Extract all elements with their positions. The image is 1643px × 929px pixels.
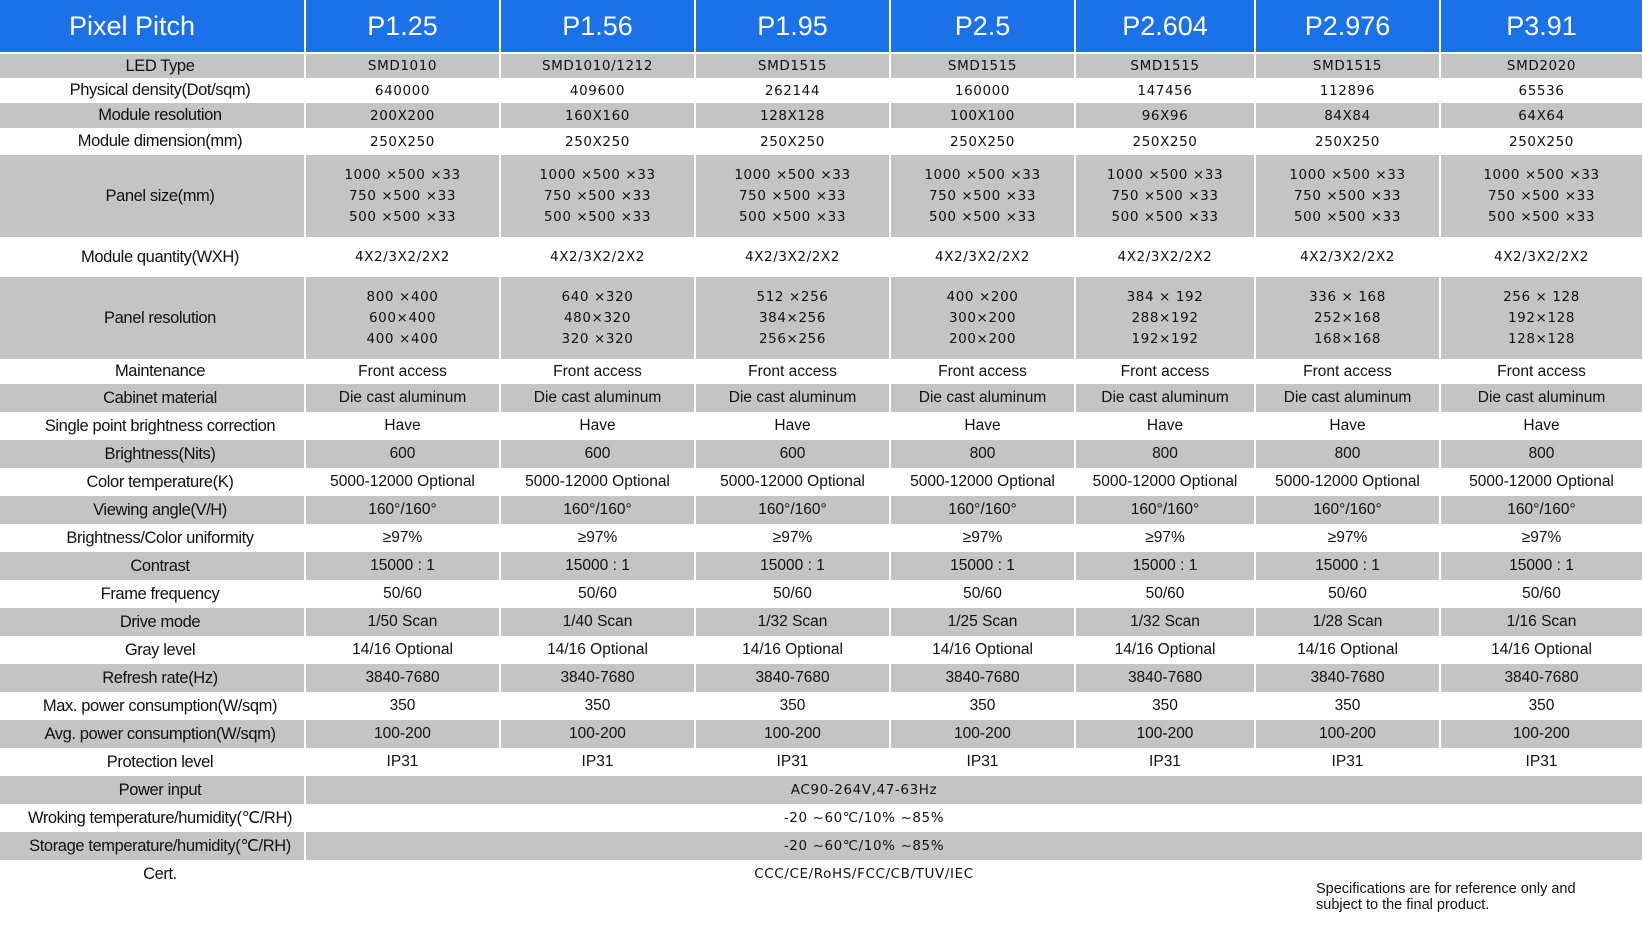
cell-line: 384 × 192 bbox=[1126, 288, 1204, 305]
cell-line: 1000 ×500 ×33 bbox=[539, 166, 656, 183]
cell-line: 1000 ×500 ×33 bbox=[1483, 166, 1600, 183]
table-cell: 160000 bbox=[890, 78, 1075, 103]
table-cell: 250X250 bbox=[1255, 128, 1440, 155]
table-cell: IP31 bbox=[305, 748, 500, 776]
table-cell: 3840-7680 bbox=[890, 664, 1075, 692]
table-cell bbox=[1440, 155, 1643, 237]
cell-line: 300×200 bbox=[948, 309, 1017, 326]
table-row bbox=[0, 748, 1643, 776]
table-cell: 3840-7680 bbox=[1255, 664, 1440, 692]
table-cell: 600 bbox=[695, 440, 890, 468]
row-label: Color temperature(K) bbox=[0, 468, 305, 496]
table-cell: 1/28 Scan bbox=[1255, 608, 1440, 636]
table-cell: 65536 bbox=[1440, 78, 1643, 103]
table-cell: 350 bbox=[1440, 692, 1643, 720]
cell-line: 500 ×500 ×33 bbox=[1111, 208, 1219, 225]
header-label: Pixel Pitch bbox=[0, 0, 305, 53]
table-cell bbox=[890, 155, 1075, 237]
table-cell bbox=[1075, 277, 1255, 359]
table-cell: IP31 bbox=[890, 748, 1075, 776]
cell-line: 800 ×400 bbox=[366, 288, 439, 305]
table-cell: 350 bbox=[305, 692, 500, 720]
table-cell: ≥97% bbox=[1440, 524, 1643, 552]
cell-line: 192×128 bbox=[1507, 309, 1576, 326]
table-cell: 4X2/3X2/2X2 bbox=[305, 237, 500, 277]
row-label: Power input bbox=[0, 776, 305, 804]
table-cell: 1/40 Scan bbox=[500, 608, 695, 636]
table-cell: 15000 : 1 bbox=[695, 552, 890, 580]
disclaimer-note: Specifications are for reference only and subject to the final product. bbox=[1316, 881, 1576, 913]
table-cell: 5000-12000 Optional bbox=[500, 468, 695, 496]
table-cell: 1/32 Scan bbox=[695, 608, 890, 636]
row-label: Single point brightness correction bbox=[0, 412, 305, 440]
row-label: Module dimension(mm) bbox=[0, 128, 305, 155]
header-pitch: P2.604 bbox=[1075, 0, 1255, 53]
table-cell: 250X250 bbox=[500, 128, 695, 155]
table-row bbox=[0, 277, 1643, 359]
table-cell: IP31 bbox=[500, 748, 695, 776]
table-cell: 5000-12000 Optional bbox=[1440, 468, 1643, 496]
table-cell: 14/16 Optional bbox=[890, 636, 1075, 664]
row-label: Avg. power consumption(W/sqm) bbox=[0, 720, 305, 748]
table-cell: Have bbox=[305, 412, 500, 440]
table-cell: 350 bbox=[890, 692, 1075, 720]
cell-line: 336 × 168 bbox=[1309, 288, 1386, 305]
header-pitch: P1.56 bbox=[500, 0, 695, 53]
table-cell: 15000 : 1 bbox=[305, 552, 500, 580]
table-row bbox=[0, 155, 1643, 237]
table-cell: 1/16 Scan bbox=[1440, 608, 1643, 636]
table-cell: 5000-12000 Optional bbox=[1255, 468, 1440, 496]
table-cell: Have bbox=[1440, 412, 1643, 440]
cell-line: 600×400 bbox=[368, 309, 437, 326]
table-cell: Front access bbox=[305, 359, 500, 384]
table-cell: 4X2/3X2/2X2 bbox=[695, 237, 890, 277]
cell-line: 400 ×400 bbox=[366, 330, 439, 347]
table-cell: 800 bbox=[1075, 440, 1255, 468]
cell-line: 256 × 128 bbox=[1503, 288, 1580, 305]
table-cell: 409600 bbox=[500, 78, 695, 103]
cell-line: 750 ×500 ×33 bbox=[543, 187, 652, 204]
table-cell: Die cast aluminum bbox=[500, 384, 695, 412]
cell-line: 252×168 bbox=[1313, 309, 1382, 326]
table-row bbox=[0, 440, 1643, 468]
table-cell: 14/16 Optional bbox=[1075, 636, 1255, 664]
table-cell: SMD1010/1212 bbox=[500, 53, 695, 78]
table-cell: 15000 : 1 bbox=[890, 552, 1075, 580]
table-row bbox=[0, 608, 1643, 636]
table-cell: Front access bbox=[695, 359, 890, 384]
table-cell: ≥97% bbox=[305, 524, 500, 552]
table-cell: 3840-7680 bbox=[1075, 664, 1255, 692]
cell-line: 500 ×500 ×33 bbox=[1487, 208, 1596, 225]
table-cell: 4X2/3X2/2X2 bbox=[500, 237, 695, 277]
row-label: Wroking temperature/humidity(℃/RH) bbox=[0, 804, 305, 832]
table-cell: 5000-12000 Optional bbox=[305, 468, 500, 496]
cell-line: 750 ×500 ×33 bbox=[1487, 187, 1596, 204]
table-cell: 5000-12000 Optional bbox=[695, 468, 890, 496]
header-pitch: P1.25 bbox=[305, 0, 500, 53]
table-cell: 100-200 bbox=[695, 720, 890, 748]
table-cell: IP31 bbox=[1255, 748, 1440, 776]
table-cell: Die cast aluminum bbox=[1075, 384, 1255, 412]
table-cell bbox=[1255, 277, 1440, 359]
table-row bbox=[0, 776, 1643, 804]
row-label: Brightness(Nits) bbox=[0, 440, 305, 468]
table-cell: 128X128 bbox=[695, 103, 890, 128]
table-row bbox=[0, 103, 1643, 128]
spec-body bbox=[0, 53, 1643, 888]
cell-line: 500 ×500 ×33 bbox=[738, 208, 847, 225]
table-cell: 100-200 bbox=[305, 720, 500, 748]
table-cell: ≥97% bbox=[1255, 524, 1440, 552]
table-cell: 160°/160° bbox=[1255, 496, 1440, 524]
table-row bbox=[0, 496, 1643, 524]
table-row bbox=[0, 664, 1643, 692]
table-cell: 250X250 bbox=[890, 128, 1075, 155]
table-row bbox=[0, 580, 1643, 608]
table-cell: 640000 bbox=[305, 78, 500, 103]
table-cell: IP31 bbox=[1440, 748, 1643, 776]
cell-line: 256×256 bbox=[758, 330, 827, 347]
table-row bbox=[0, 636, 1643, 664]
row-label: Module resolution bbox=[0, 103, 305, 128]
table-cell bbox=[695, 155, 890, 237]
table-cell: 64X64 bbox=[1440, 103, 1643, 128]
table-cell: 14/16 Optional bbox=[695, 636, 890, 664]
table-cell: Front access bbox=[500, 359, 695, 384]
table-cell: SMD1515 bbox=[1255, 53, 1440, 78]
table-row bbox=[0, 552, 1643, 580]
table-cell: 250X250 bbox=[1075, 128, 1255, 155]
table-cell bbox=[890, 277, 1075, 359]
table-cell: Have bbox=[695, 412, 890, 440]
table-cell: 4X2/3X2/2X2 bbox=[890, 237, 1075, 277]
table-cell: 14/16 Optional bbox=[1440, 636, 1643, 664]
cell-line: 192×192 bbox=[1131, 330, 1199, 347]
cell-line: 750 ×500 ×33 bbox=[348, 187, 457, 204]
table-row bbox=[0, 53, 1643, 78]
table-cell: 350 bbox=[500, 692, 695, 720]
cell-line: 500 ×500 ×33 bbox=[348, 208, 457, 225]
table-cell: 800 bbox=[890, 440, 1075, 468]
table-cell: 600 bbox=[500, 440, 695, 468]
table-cell: 100-200 bbox=[1255, 720, 1440, 748]
table-cell: 160°/160° bbox=[500, 496, 695, 524]
table-row bbox=[0, 468, 1643, 496]
row-label: Viewing angle(V/H) bbox=[0, 496, 305, 524]
row-label: Physical density(Dot/sqm) bbox=[0, 78, 305, 103]
table-cell: 4X2/3X2/2X2 bbox=[1440, 237, 1643, 277]
table-row bbox=[0, 412, 1643, 440]
table-cell: 160°/160° bbox=[1440, 496, 1643, 524]
table-cell: 14/16 Optional bbox=[305, 636, 500, 664]
table-cell: 100-200 bbox=[1075, 720, 1255, 748]
table-cell: 100X100 bbox=[890, 103, 1075, 128]
table-cell: ≥97% bbox=[1075, 524, 1255, 552]
table-cell: Have bbox=[1075, 412, 1255, 440]
cell-line: 400 ×200 bbox=[946, 288, 1019, 305]
cell-line: 640 ×320 bbox=[561, 288, 634, 305]
row-label: Protection level bbox=[0, 748, 305, 776]
row-label: Max. power consumption(W/sqm) bbox=[0, 692, 305, 720]
cell-line: 500 ×500 ×33 bbox=[928, 208, 1037, 225]
table-cell: 1/50 Scan bbox=[305, 608, 500, 636]
table-cell: 4X2/3X2/2X2 bbox=[1075, 237, 1255, 277]
merged-cell: -20 ~60℃/10% ~85% bbox=[305, 804, 1643, 832]
header-pitch: P1.95 bbox=[695, 0, 890, 53]
table-cell: IP31 bbox=[1075, 748, 1255, 776]
table-cell: 1/25 Scan bbox=[890, 608, 1075, 636]
row-label: Drive mode bbox=[0, 608, 305, 636]
table-cell: 200X200 bbox=[305, 103, 500, 128]
table-cell: 160°/160° bbox=[1075, 496, 1255, 524]
table-cell: Front access bbox=[1255, 359, 1440, 384]
cell-line: 1000 ×500 ×33 bbox=[344, 166, 461, 183]
row-label: Brightness/Color uniformity bbox=[0, 524, 305, 552]
table-cell: 50/60 bbox=[500, 580, 695, 608]
table-cell: 4X2/3X2/2X2 bbox=[1255, 237, 1440, 277]
table-cell: 15000 : 1 bbox=[500, 552, 695, 580]
table-cell: Die cast aluminum bbox=[305, 384, 500, 412]
table-cell bbox=[1440, 277, 1643, 359]
table-cell: 250X250 bbox=[695, 128, 890, 155]
table-cell: 15000 : 1 bbox=[1255, 552, 1440, 580]
cell-line: 750 ×500 ×33 bbox=[1293, 187, 1402, 204]
cell-line: 1000 ×500 ×33 bbox=[734, 166, 851, 183]
table-cell: 600 bbox=[305, 440, 500, 468]
cell-line: 1000 ×500 ×33 bbox=[1106, 166, 1224, 183]
cell-line: 500 ×500 ×33 bbox=[543, 208, 652, 225]
table-cell bbox=[695, 277, 890, 359]
cell-line: 500 ×500 ×33 bbox=[1293, 208, 1402, 225]
table-cell: 3840-7680 bbox=[500, 664, 695, 692]
table-cell bbox=[500, 277, 695, 359]
row-label: Maintenance bbox=[0, 359, 305, 384]
header-row bbox=[0, 0, 1643, 53]
cell-line: 512 ×256 bbox=[756, 288, 829, 305]
row-label: Refresh rate(Hz) bbox=[0, 664, 305, 692]
cell-line: 168×168 bbox=[1313, 330, 1382, 347]
table-cell: 147456 bbox=[1075, 78, 1255, 103]
header-pitch: P3.91 bbox=[1440, 0, 1643, 53]
cell-line: 320 ×320 bbox=[561, 330, 634, 347]
table-cell bbox=[1255, 155, 1440, 237]
row-label: Storage temperature/humidity(℃/RH) bbox=[0, 832, 305, 860]
merged-cell: -20 ~60℃/10% ~85% bbox=[305, 832, 1643, 860]
table-cell: 15000 : 1 bbox=[1075, 552, 1255, 580]
table-cell: SMD2020 bbox=[1440, 53, 1643, 78]
table-row bbox=[0, 832, 1643, 860]
table-cell: 50/60 bbox=[1255, 580, 1440, 608]
cell-line: 288×192 bbox=[1131, 309, 1199, 326]
table-cell: 1/32 Scan bbox=[1075, 608, 1255, 636]
table-cell: 350 bbox=[695, 692, 890, 720]
cell-line: 750 ×500 ×33 bbox=[738, 187, 847, 204]
table-cell: 100-200 bbox=[500, 720, 695, 748]
merged-cell: AC90-264V,47-63Hz bbox=[305, 776, 1643, 804]
table-cell: Front access bbox=[1440, 359, 1643, 384]
table-cell: Die cast aluminum bbox=[890, 384, 1075, 412]
table-row bbox=[0, 524, 1643, 552]
table-cell: IP31 bbox=[695, 748, 890, 776]
table-row bbox=[0, 804, 1643, 832]
table-row bbox=[0, 128, 1643, 155]
table-cell: 15000 : 1 bbox=[1440, 552, 1643, 580]
row-label: Panel size(mm) bbox=[0, 155, 305, 237]
cell-line: 750 ×500 ×33 bbox=[928, 187, 1037, 204]
merged-cell: CCC/CE/RoHS/FCC/CB/TUV/IEC bbox=[305, 860, 1643, 888]
table-cell: SMD1515 bbox=[890, 53, 1075, 78]
table-row bbox=[0, 384, 1643, 412]
table-cell: 14/16 Optional bbox=[500, 636, 695, 664]
table-cell: 250X250 bbox=[1440, 128, 1643, 155]
table-cell: 50/60 bbox=[1440, 580, 1643, 608]
row-label: Frame frequency bbox=[0, 580, 305, 608]
table-cell bbox=[500, 155, 695, 237]
table-cell: 160°/160° bbox=[890, 496, 1075, 524]
table-cell: Die cast aluminum bbox=[1255, 384, 1440, 412]
table-cell: 5000-12000 Optional bbox=[1075, 468, 1255, 496]
table-cell: 160X160 bbox=[500, 103, 695, 128]
table-cell: Have bbox=[500, 412, 695, 440]
table-row bbox=[0, 692, 1643, 720]
table-row bbox=[0, 359, 1643, 384]
table-cell: 50/60 bbox=[305, 580, 500, 608]
cell-line: 128×128 bbox=[1507, 330, 1576, 347]
cell-line: 200×200 bbox=[948, 330, 1017, 347]
table-cell: 160°/160° bbox=[695, 496, 890, 524]
table-cell: 3840-7680 bbox=[305, 664, 500, 692]
cell-line: 1000 ×500 ×33 bbox=[924, 166, 1041, 183]
table-cell: 350 bbox=[1255, 692, 1440, 720]
header-pitch: P2.5 bbox=[890, 0, 1075, 53]
table-row bbox=[0, 78, 1643, 103]
table-cell: 100-200 bbox=[890, 720, 1075, 748]
table-cell: 262144 bbox=[695, 78, 890, 103]
table-row bbox=[0, 237, 1643, 277]
table-cell: SMD1010 bbox=[305, 53, 500, 78]
cell-line: 1000 ×500 ×33 bbox=[1289, 166, 1406, 183]
table-cell: SMD1515 bbox=[695, 53, 890, 78]
cell-line: 480×320 bbox=[563, 309, 632, 326]
table-cell: SMD1515 bbox=[1075, 53, 1255, 78]
table-cell: ≥97% bbox=[500, 524, 695, 552]
row-label: Cabinet material bbox=[0, 384, 305, 412]
table-cell: 50/60 bbox=[695, 580, 890, 608]
row-label: Contrast bbox=[0, 552, 305, 580]
table-cell: Front access bbox=[1075, 359, 1255, 384]
row-label: Panel resolution bbox=[0, 277, 305, 359]
table-cell bbox=[305, 277, 500, 359]
table-cell: 112896 bbox=[1255, 78, 1440, 103]
table-cell: ≥97% bbox=[695, 524, 890, 552]
table-cell: 96X96 bbox=[1075, 103, 1255, 128]
table-cell: 5000-12000 Optional bbox=[890, 468, 1075, 496]
table-cell: 800 bbox=[1255, 440, 1440, 468]
header-pitch: P2.976 bbox=[1255, 0, 1440, 53]
table-cell: Front access bbox=[890, 359, 1075, 384]
table-cell: 100-200 bbox=[1440, 720, 1643, 748]
table-cell: 3840-7680 bbox=[1440, 664, 1643, 692]
table-cell: 14/16 Optional bbox=[1255, 636, 1440, 664]
cell-line: 750 ×500 ×33 bbox=[1111, 187, 1219, 204]
cell-line: 384×256 bbox=[758, 309, 827, 326]
table-cell: 84X84 bbox=[1255, 103, 1440, 128]
table-cell: ≥97% bbox=[890, 524, 1075, 552]
table-cell bbox=[305, 155, 500, 237]
table-cell: 160°/160° bbox=[305, 496, 500, 524]
row-label: LED Type bbox=[0, 53, 305, 78]
table-cell: Have bbox=[1255, 412, 1440, 440]
table-cell: 50/60 bbox=[1075, 580, 1255, 608]
table-cell: Have bbox=[890, 412, 1075, 440]
table-cell bbox=[1075, 155, 1255, 237]
table-row bbox=[0, 720, 1643, 748]
table-cell: Die cast aluminum bbox=[695, 384, 890, 412]
table-cell: 350 bbox=[1075, 692, 1255, 720]
table-cell: 3840-7680 bbox=[695, 664, 890, 692]
row-label: Cert. bbox=[0, 860, 305, 888]
table-cell: Die cast aluminum bbox=[1440, 384, 1643, 412]
table-cell: 800 bbox=[1440, 440, 1643, 468]
table-cell: 50/60 bbox=[890, 580, 1075, 608]
table-cell: 250X250 bbox=[305, 128, 500, 155]
row-label: Module quantity(WXH) bbox=[0, 237, 305, 277]
row-label: Gray level bbox=[0, 636, 305, 664]
